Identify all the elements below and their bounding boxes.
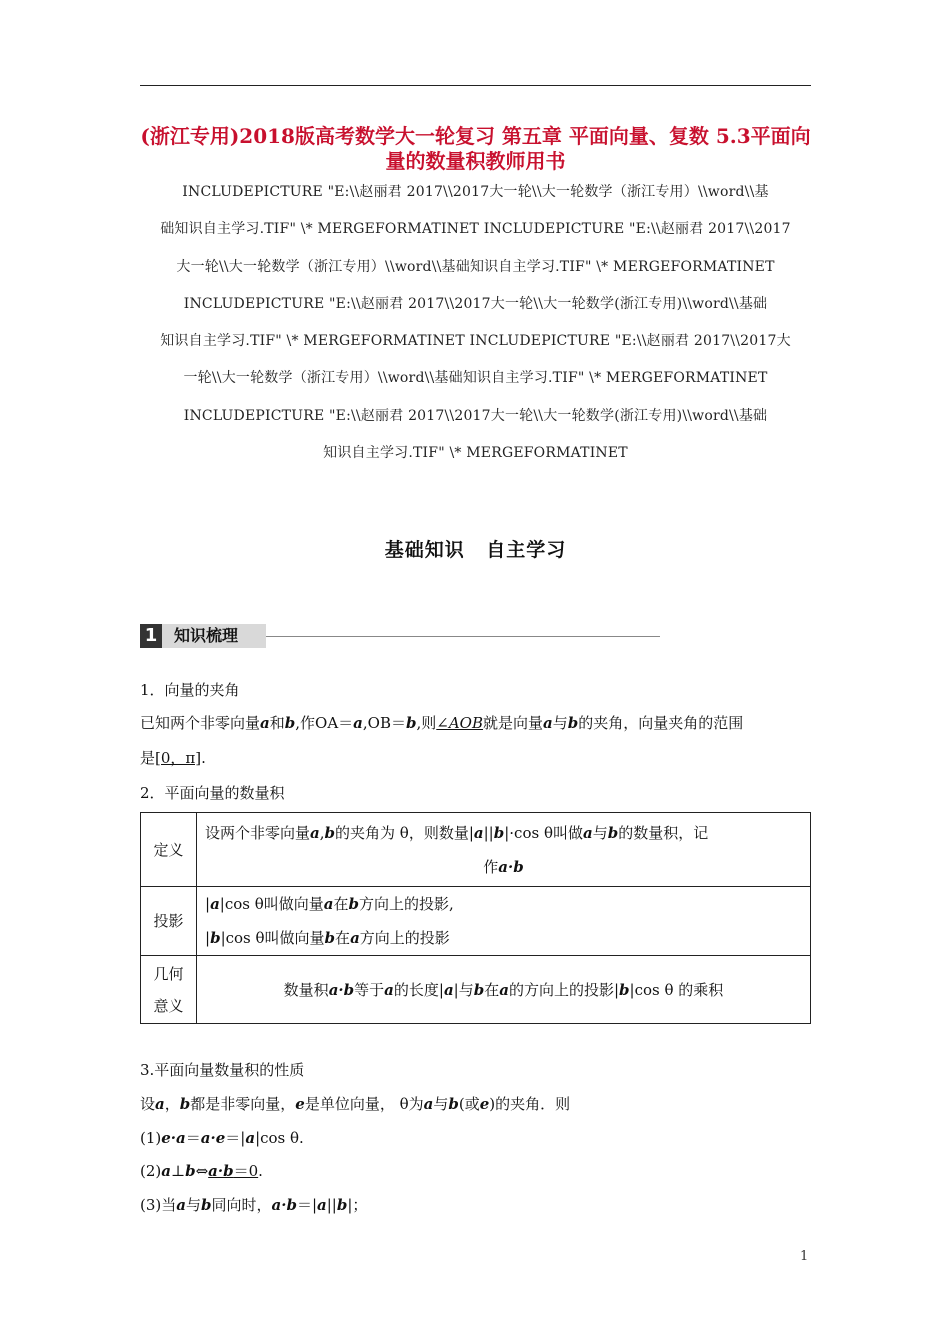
properties-intro: 设a，b都是非零向量，e是单位向量， θ为a与b(或e)的夹角．则: [140, 1095, 571, 1113]
field-code-line: 一轮\\大一轮数学（浙江专用）\\word\\基础知识自主学习.TIF" \* MERGEFORMATINET: [183, 370, 768, 387]
header-rule: [140, 85, 811, 86]
badge-rule: [266, 636, 660, 637]
section-heading: 基础知识 自主学习: [384, 539, 567, 561]
geometric-meaning-content: 数量积a·b等于a的长度|a|与b在a的方向上的投影|b|cos θ 的乘积: [197, 956, 811, 1024]
angle-range: [0，π]: [155, 749, 202, 767]
row-label-definition: 定义: [141, 813, 197, 887]
field-code-line: INCLUDEPICTURE "E:\\赵丽君 2017\\2017大一轮\\大一轮数学（浙江专用）\\word\\基: [182, 184, 769, 200]
projection-content: |a|cos θ叫做向量a在b方向上的投影, |b|cos θ叫做向量b在a方向上的投影: [197, 887, 811, 956]
row-label-geometric-meaning: 几何 意义: [141, 956, 197, 1024]
heading-dot-product: 2．平面向量的数量积: [140, 784, 285, 802]
paragraph-angle-line2: 是[0，π].: [140, 749, 206, 767]
field-code-line: 知识自主学习.TIF" \* MERGEFORMATINET INCLUDEPICTURE "E:\\赵丽君 2017\\2017大: [160, 333, 791, 350]
perpendicular-condition: a·b＝0: [208, 1162, 259, 1180]
property-item-2: (2)a⊥b⇔a·b＝0.: [140, 1162, 263, 1180]
page-number: 1: [800, 1249, 809, 1264]
field-code-line: 知识自主学习.TIF" \* MERGEFORMATINET: [323, 445, 628, 462]
table-row: [141, 813, 811, 887]
definition-content: 设两个非零向量a,b的夹角为 θ，则数量|a||b|·cos θ叫做a与b的数量积，记 作a·b: [197, 813, 811, 887]
heading-angle: 1．向量的夹角: [140, 681, 240, 699]
document-title: (浙江专用)2018版高考数学大一轮复习 第五章 平面向量、复数 5.3平面向量的数量积教师用书: [140, 124, 811, 173]
badge-number: 1: [140, 624, 162, 648]
angle-aob: ∠AOB: [436, 714, 484, 732]
field-code-line: 大一轮\\大一轮数学（浙江专用）\\word\\基础知识自主学习.TIF" \* MERGEFORMATINET: [176, 258, 775, 275]
field-code-line: INCLUDEPICTURE "E:\\赵丽君 2017\\2017大一轮\\大一轮数学(浙江专用)\\word\\基础: [183, 407, 768, 424]
definition-table: [140, 812, 811, 1024]
badge-label: 知识梳理: [162, 624, 266, 648]
field-code-line: 础知识自主学习.TIF" \* MERGEFORMATINET INCLUDEPICTURE "E:\\赵丽君 2017\\2017: [160, 221, 791, 238]
property-item-1: (1)e·a＝a·e＝|a|cos θ.: [140, 1129, 304, 1147]
paragraph-angle-line1: 已知两个非零向量a和b,作OA＝a,OB＝b,则∠AOB就是向量a与b的夹角，向量夹角的范围: [140, 714, 744, 732]
field-code-line: INCLUDEPICTURE "E:\\赵丽君 2017\\2017大一轮\\大一轮数学(浙江专用)\\word\\基础: [183, 295, 768, 312]
heading-properties: 3.平面向量数量积的性质: [140, 1061, 305, 1079]
table-row: [141, 956, 811, 1024]
property-item-3: (3)当a与b同向时，a·b＝|a||b|；: [140, 1196, 368, 1214]
table-row: [141, 887, 811, 956]
row-label-projection: 投影: [141, 887, 197, 956]
field-code-text: [140, 174, 811, 472]
